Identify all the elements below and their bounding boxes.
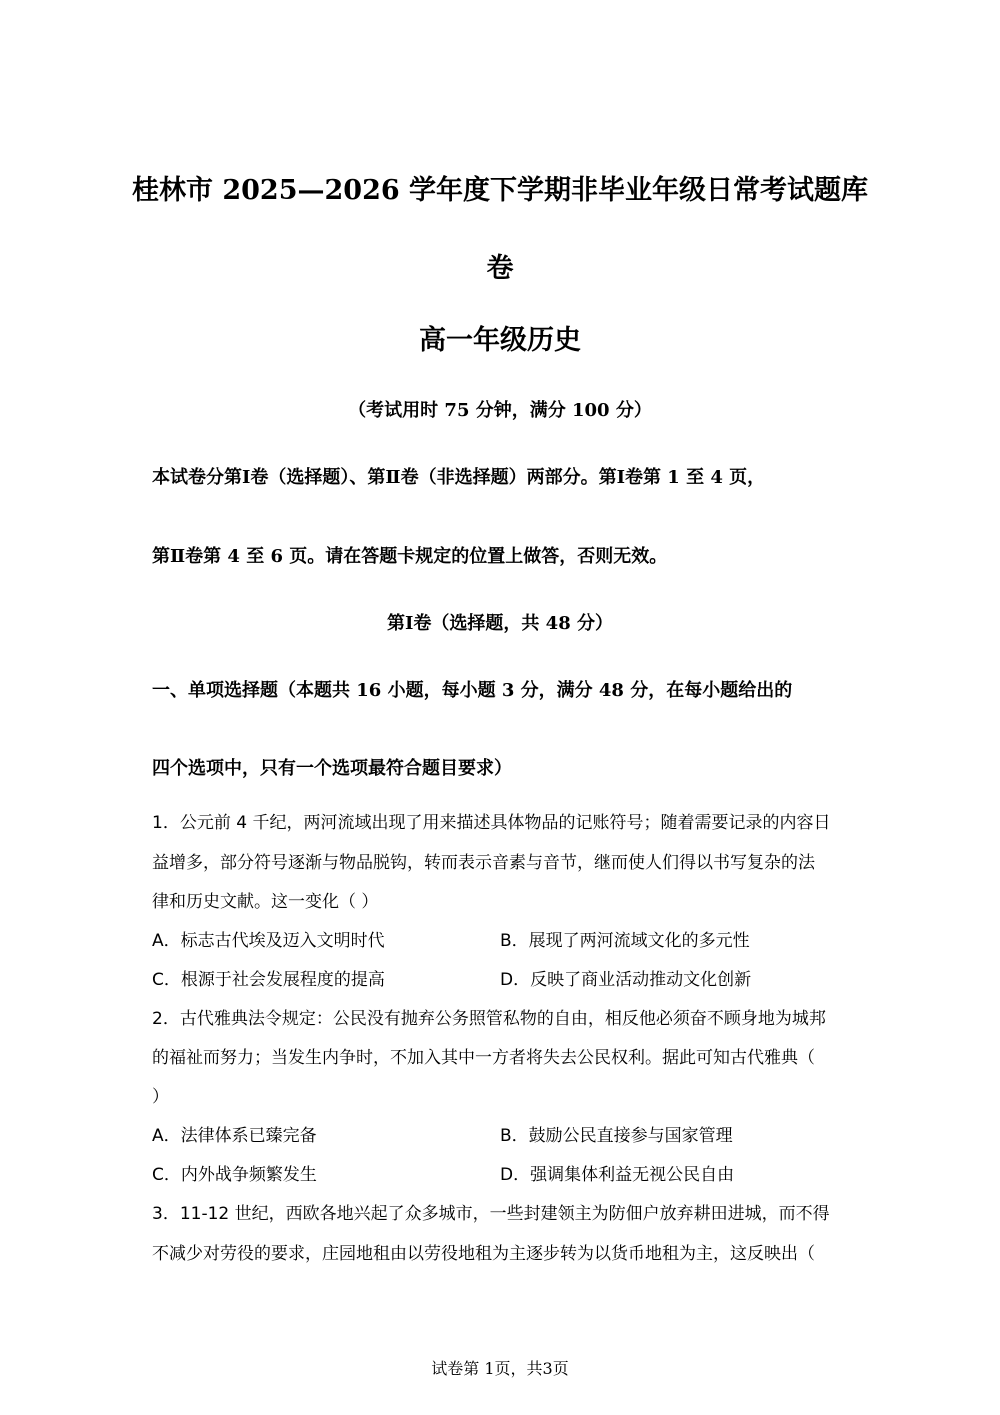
subject-title: 高一年级历史 (419, 325, 581, 356)
question-1-option-d: D．反映了商业活动推动文化创新 (500, 970, 752, 990)
question-1-option-c: C．根源于社会发展程度的提高 (152, 970, 385, 990)
instructions-line1: 本试卷分第Ⅰ卷（选择题）、第Ⅱ卷（非选择题）两部分。第Ⅰ卷第 1 至 4 页， (152, 467, 766, 488)
exam-info: （考试用时 75 分钟，满分 100 分） (348, 400, 652, 421)
question-2-line2: 的福祉而努力；当发生内争时，不加入其中一方者将失去公民权利。据此可知古代雅典（ (152, 1048, 815, 1068)
question-2-line1: 2．古代雅典法令规定：公民没有抛弃公务照管私物的自由，相反他必须奋不顾身地为城邦 (152, 1009, 826, 1029)
instructions-line2: 第Ⅱ卷第 4 至 6 页。请在答题卡规定的位置上做答，否则无效。 (152, 546, 668, 567)
question-2-option-d: D．强调集体利益无视公民自由 (500, 1165, 735, 1185)
part-heading-line1: 一、单项选择题（本题共 16 小题，每小题 3 分，满分 48 分，在每小题给出的 (152, 680, 793, 701)
question-1-line3: 律和历史文献。这一变化（ ） (152, 892, 379, 912)
question-1-line2: 益增多，部分符号逐渐与物品脱钩，转而表示音素与音节，继而使人们得以书写复杂的法 (152, 853, 815, 873)
question-3-line1: 3．11-12 世纪，西欧各地兴起了众多城市，一些封建领主为防佃户放弃耕田进城，而不得 (152, 1204, 830, 1224)
page-footer: 试卷第 1页，共3页 (431, 1359, 569, 1378)
question-2-option-a: A．法律体系已臻完备 (152, 1126, 317, 1146)
question-2-option-c: C．内外战争频繁发生 (152, 1165, 317, 1185)
question-1-option-a: A．标志古代埃及迈入文明时代 (152, 931, 385, 951)
section-heading: 第Ⅰ卷（选择题，共 48 分） (386, 613, 613, 634)
exam-title-line2: 卷 (486, 253, 514, 284)
part-heading-line2: 四个选项中，只有一个选项最符合题目要求） (152, 758, 512, 779)
question-1-option-b: B．展现了两河流域文化的多元性 (500, 931, 750, 951)
question-1-line1: 1．公元前 4 千纪，两河流域出现了用来描述具体物品的记账符号；随着需要记录的内容日 (152, 813, 831, 833)
question-2-option-b: B．鼓励公民直接参与国家管理 (500, 1126, 733, 1146)
exam-title-line1: 桂林市 2025—2026 学年度下学期非毕业年级日常考试题库 (131, 175, 869, 206)
question-2-line3: ） (152, 1087, 169, 1107)
question-3-line2: 不减少对劳役的要求，庄园地租由以劳役地租为主逐步转为以货币地租为主，这反映出（ (152, 1244, 815, 1264)
